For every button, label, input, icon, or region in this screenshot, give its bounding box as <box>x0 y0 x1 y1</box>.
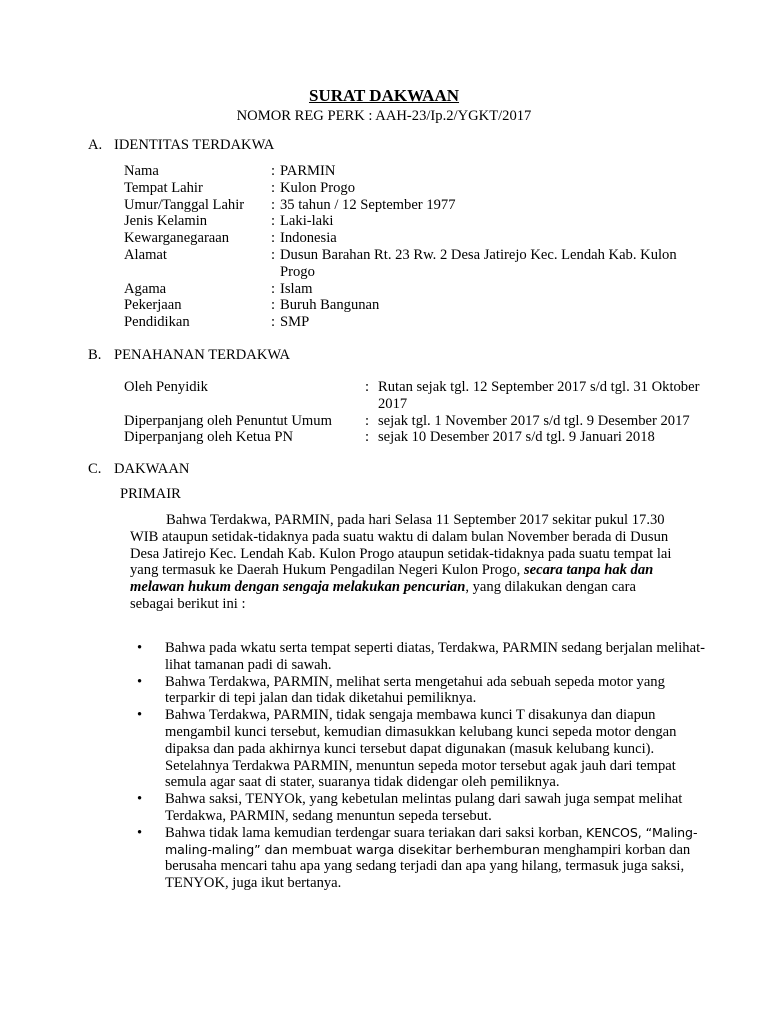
identity-label: Jenis Kelamin <box>124 213 208 230</box>
list-item-text-end: menghampiri korban dan berusaha mencari tahu apa yang sedang terjadi dan apa yang hilang, termasuk juga saksi, TENYOK, juga ikut bertanya. <box>165 841 691 892</box>
paragraph-text-end: , yang dilakukan dengan cara sebagai berikut ini : <box>130 579 636 612</box>
detention-value: Rutan sejak tgl. 12 September 2017 s/d tgl. 31 Oktober 2017 <box>378 379 700 412</box>
list-item-text: Bahwa saksi, TENYOk, yang kebetulan melintas pulang dari sawah juga sempat melihat Terdakwa, PARMIN, sedang menuntun sepeda tersebut. <box>165 791 683 824</box>
list-item <box>130 674 710 708</box>
identity-value: Dusun Barahan Rt. 23 Rw. 2 Desa Jatirejo Kec. Lendah Kab. Kulon Progo <box>280 246 677 280</box>
document-number: NOMOR REG PERK : AAH-23/Ip.2/YGKT/2017 <box>236 108 532 124</box>
identity-value: Laki-laki <box>280 213 334 230</box>
identity-value: Kulon Progo <box>280 179 355 196</box>
identity-label: Pendidikan <box>124 314 190 331</box>
identity-row: Jenis Kelamin : Laki-laki <box>124 213 714 230</box>
identity-value: Islam <box>280 280 313 297</box>
bullet-icon: • <box>137 673 143 690</box>
identity-label: Agama <box>124 280 167 297</box>
document-title: SURAT DAKWAAN <box>308 86 460 105</box>
list-item <box>130 791 710 825</box>
section-b-heading <box>88 347 290 364</box>
identity-row: Alamat : Dusun Barahan Rt. 23 Rw. 2 Desa Jatirejo Kec. Lendah Kab. Kulon Progo <box>124 247 714 281</box>
section-c-heading <box>88 461 189 478</box>
detention-label: Diperpanjang oleh Penuntut Umum <box>124 412 332 429</box>
identity-value: 35 tahun / 12 September 1977 <box>280 196 456 213</box>
detention-table <box>124 379 714 446</box>
identity-row: Kewarganegaraan : Indonesia <box>124 230 714 247</box>
section-letter: A. <box>88 137 103 153</box>
identity-label: Umur/Tanggal Lahir <box>124 196 245 213</box>
list-item <box>130 825 710 892</box>
facts-list <box>130 640 710 892</box>
identity-value: Indonesia <box>280 230 337 247</box>
section-letter: C. <box>88 461 102 477</box>
identity-row: Nama : PARMIN <box>124 163 714 180</box>
identity-row: Pekerjaan : Buruh Bangunan <box>124 297 714 314</box>
detention-value: sejak 10 Desember 2017 s/d tgl. 9 Januari 2018 <box>378 429 655 446</box>
bullet-icon: • <box>137 791 143 808</box>
list-item-text: Bahwa tidak lama kemudian terdengar suara teriakan dari saksi korban, <box>165 824 587 841</box>
identity-value: PARMIN <box>280 163 336 179</box>
detention-label: Oleh Penyidik <box>124 379 208 395</box>
identity-row: Umur/Tanggal Lahir : 35 tahun / 12 September 1977 <box>124 197 714 214</box>
bullet-icon: • <box>137 824 143 841</box>
section-title: PENAHANAN TERDAKWA <box>114 347 291 363</box>
list-item-text: Bahwa Terdakwa, PARMIN, tidak sengaja membawa kunci T disakunya dan diapun mengambil kunci tersebut, kemudian dimasukkan kelubang kunci sepeda motor dengan dipaksa dan pada akhirnya kunci tersebut dapat digunakan (masuk kelubang kunci). Setelahnya Terdakwa PARMIN, menuntun sepeda motor tersebut agak jauh dari tempat semula agar saat di stater, suaranya tidak didengar oleh pemiliknya. <box>165 707 677 791</box>
section-a-heading <box>88 137 274 154</box>
list-item <box>130 640 710 674</box>
identity-label: Kewarganegaraan <box>124 230 230 247</box>
paragraph-emphasis: secara tanpa hak dan melawan hukum dengan sengaja melakukan pencurian <box>130 562 654 596</box>
detention-row: Diperpanjang oleh Ketua PN : sejak 10 Desember 2017 s/d tgl. 9 Januari 2018 <box>124 429 714 446</box>
detention-label: Diperpanjang oleh Ketua PN <box>124 429 293 446</box>
list-item-text: Bahwa pada wkatu serta tempat seperti diatas, Terdakwa, PARMIN sedang berjalan melihat-lihat tamanan padi di sawah. <box>165 640 705 673</box>
identity-row: Agama : Islam <box>124 281 714 298</box>
identity-label: Tempat Lahir <box>124 179 203 196</box>
detention-row: Oleh Penyidik : Rutan sejak tgl. 12 September 2017 s/d tgl. 31 Oktober 2017 <box>124 379 714 413</box>
bullet-icon: • <box>137 640 143 656</box>
identity-value: SMP <box>280 314 310 331</box>
identity-row: Pendidikan : SMP <box>124 314 714 331</box>
section-title: IDENTITAS TERDAKWA <box>114 137 275 153</box>
identity-label: Nama <box>124 163 159 179</box>
detention-value: sejak tgl. 1 November 2017 s/d tgl. 9 Desember 2017 <box>378 412 690 429</box>
identity-label: Alamat <box>124 246 167 263</box>
identity-value: Buruh Bangunan <box>280 297 380 314</box>
list-item-text: Bahwa Terdakwa, PARMIN, melihat serta mengetahui ada sebuah sepeda motor yang terparkir di tepi jalan dan tidak diketahui pemiliknya. <box>165 673 665 707</box>
list-item-text-sans: KENCOS, “Maling-maling-maling” dan membuat warga disekitar berhemburan <box>165 824 698 857</box>
list-item <box>130 707 710 791</box>
section-title: DAKWAAN <box>114 461 190 477</box>
identity-label: Pekerjaan <box>124 297 182 314</box>
bullet-icon: • <box>137 707 143 724</box>
primair-heading: PRIMAIR <box>120 486 181 502</box>
identity-table <box>124 163 714 331</box>
paragraph-text: Bahwa Terdakwa, PARMIN, pada hari Selasa 11 September 2017 sekitar pukul 17.30 WIB ataupun setidak-tidaknya pada suatu waktu di dalam bulan November berada di Dusun Desa Jatirejo Kec. Lendah Kab. Kulon Progo ataupun setidak-tidaknya pada suatu tempat lai yang termasuk ke Daerah Hukum Pengadilan Negeri Kulon Progo, <box>130 512 672 579</box>
charge-paragraph <box>130 512 675 613</box>
detention-row: Diperpanjang oleh Penuntut Umum : sejak tgl. 1 November 2017 s/d tgl. 9 Desember 2017 <box>124 413 714 430</box>
identity-row: Tempat Lahir : Kulon Progo <box>124 180 714 197</box>
section-letter: B. <box>88 347 102 363</box>
